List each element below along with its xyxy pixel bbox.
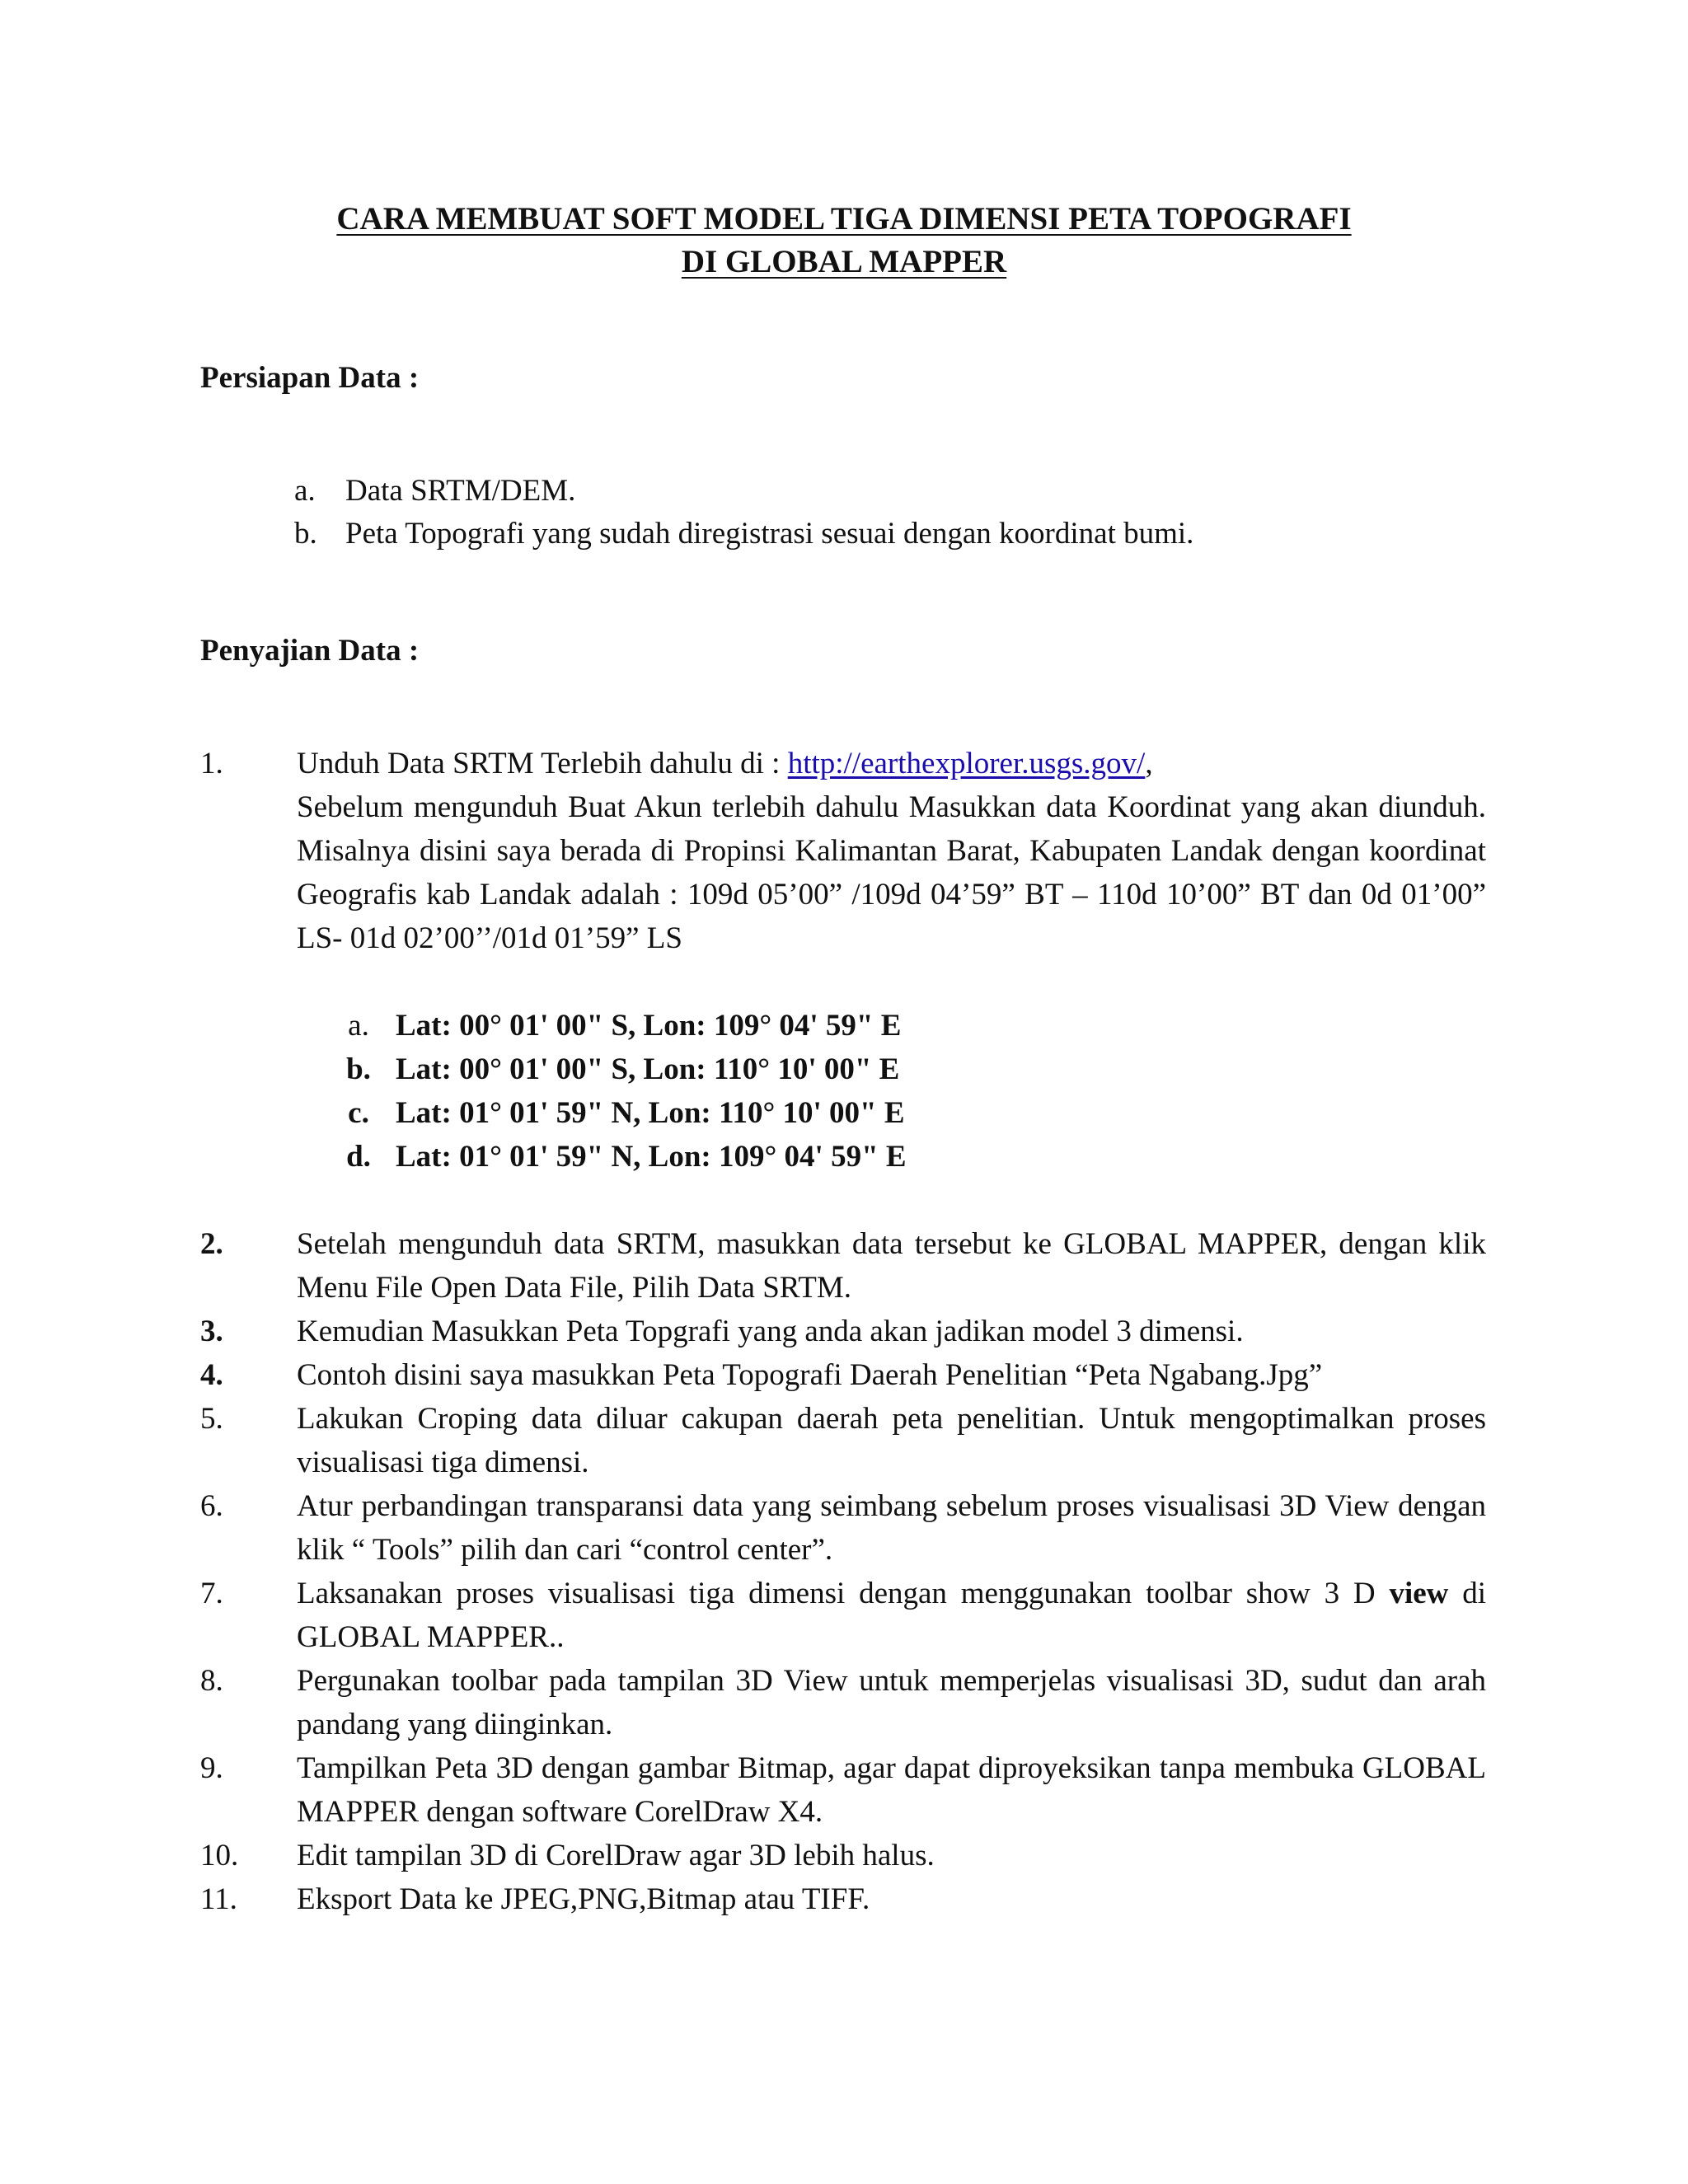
coordinate-item (321, 1004, 1486, 1047)
step-number: 1. (200, 747, 223, 780)
step-7-text-bold: view (1389, 1577, 1449, 1610)
step-number: 7. (200, 1577, 223, 1610)
coordinate-list (297, 1004, 1486, 1179)
coordinate-item (321, 1135, 1486, 1179)
list-marker: a. (294, 474, 316, 508)
section-heading-persiapan: Persiapan Data : (200, 361, 420, 395)
step-2 (200, 1222, 1486, 1310)
step-5 (200, 1397, 1486, 1484)
step-text: Contoh disini saya masukkan Peta Topografi Daerah Penelitian “Peta Ngabang.Jpg” (297, 1358, 1323, 1392)
step-number: 5. (200, 1402, 223, 1436)
coordinate-text: Lat: 00° 01' 00" S, Lon: 110° 10' 00" E (396, 1052, 900, 1086)
list-item (294, 470, 1193, 513)
step-1 (200, 742, 1486, 1222)
step-10 (200, 1834, 1486, 1877)
step-4 (200, 1353, 1486, 1397)
step-7-text-before: Laksanakan proses visualisasi tiga dimensi dengan menggunakan toolbar show 3 D (297, 1577, 1390, 1610)
coordinate-marker: c. (348, 1096, 369, 1130)
step-1-lead-text: Unduh Data SRTM Terlebih dahulu di : (297, 747, 788, 780)
step-number: 2. (200, 1227, 223, 1261)
step-1-lead-line (297, 742, 1486, 785)
step-body (297, 742, 1486, 1222)
steps-list (200, 742, 1486, 1921)
coordinate-item (321, 1091, 1486, 1135)
step-text (297, 1572, 1486, 1659)
step-text: Kemudian Masukkan Peta Topgrafi yang anda akan jadikan model 3 dimensi. (297, 1315, 1244, 1348)
step-text: Eksport Data ke JPEG,PNG,Bitmap atau TIFF. (297, 1882, 870, 1916)
list-item-text: Peta Topografi yang sudah diregistrasi sesuai dengan koordinat bumi. (345, 517, 1194, 551)
step-text: Atur perbandingan transparansi data yang seimbang sebelum proses visualisasi 3D View dengan klik “ Tools” pilih dan cari “control center”. (297, 1489, 1486, 1567)
step-7-text-after: di GLOBAL MAPPER.. (297, 1577, 1486, 1654)
step-number: 9. (200, 1751, 223, 1785)
step-number: 6. (200, 1489, 223, 1523)
step-text: Pergunakan toolbar pada tampilan 3D View untuk memperjelas visualisasi 3D, sudut dan arah pandang yang diinginkan. (297, 1664, 1486, 1741)
step-text: Tampilkan Peta 3D dengan gambar Bitmap, agar dapat diproyeksikan tanpa membuka GLOBAL MAPPER dengan software CorelDraw X4. (297, 1751, 1486, 1829)
step-7 (200, 1572, 1486, 1659)
coordinate-marker: a. (348, 1009, 369, 1043)
step-number: 11. (200, 1882, 237, 1916)
persiapan-list (294, 470, 1193, 555)
step-text: Lakukan Croping data diluar cakupan daerah peta penelitian. Untuk mengoptimalkan proses visualisasi tiga dimensi. (297, 1402, 1486, 1479)
coordinate-marker: b. (346, 1052, 371, 1086)
earthexplorer-link[interactable]: http://earthexplorer.usgs.gov/ (787, 747, 1146, 780)
step-number: 3. (200, 1315, 223, 1348)
step-9 (200, 1746, 1486, 1834)
list-marker: b. (294, 517, 317, 551)
coordinate-marker: d. (346, 1140, 371, 1174)
document-title-line-1: CARA MEMBUAT SOFT MODEL TIGA DIMENSI PETA TOPOGRAFI (336, 201, 1352, 237)
coordinate-text: Lat: 01° 01' 59" N, Lon: 109° 04' 59" E (396, 1140, 907, 1174)
step-3 (200, 1310, 1486, 1353)
step-1-paragraph: Sebelum mengunduh Buat Akun terlebih dahulu Masukkan data Koordinat yang akan diunduh. Misalnya disini saya berada di Propinsi Kalimantan Barat, Kabupaten Landak dengan koordinat Geografis kab Landak adalah : 109d 05’00” /109d 04’59” BT – 110d 10’00” BT dan 0d 01’00” LS- 01d 02’00’’/01d 01’59” LS (297, 790, 1486, 955)
step-number: 4. (200, 1358, 223, 1392)
step-number: 10. (200, 1839, 239, 1872)
step-8 (200, 1659, 1486, 1746)
list-item-text: Data SRTM/DEM. (345, 474, 576, 508)
step-1-trail: , (1145, 747, 1153, 780)
coordinate-text: Lat: 00° 01' 00" S, Lon: 109° 04' 59" E (396, 1009, 902, 1043)
coordinate-item (321, 1047, 1486, 1091)
step-11 (200, 1877, 1486, 1921)
coordinate-text: Lat: 01° 01' 59" N, Lon: 110° 10' 00" E (396, 1096, 905, 1130)
step-text: Edit tampilan 3D di CorelDraw agar 3D lebih halus. (297, 1839, 935, 1872)
step-text: Setelah mengunduh data SRTM, masukkan data tersebut ke GLOBAL MAPPER, dengan klik Menu File Open Data File, Pilih Data SRTM. (297, 1227, 1486, 1305)
section-heading-penyajian: Penyajian Data : (200, 634, 420, 668)
list-item (294, 513, 1193, 555)
document-title-line-2: DI GLOBAL MAPPER (681, 244, 1007, 279)
step-number: 8. (200, 1664, 223, 1698)
step-6 (200, 1484, 1486, 1572)
